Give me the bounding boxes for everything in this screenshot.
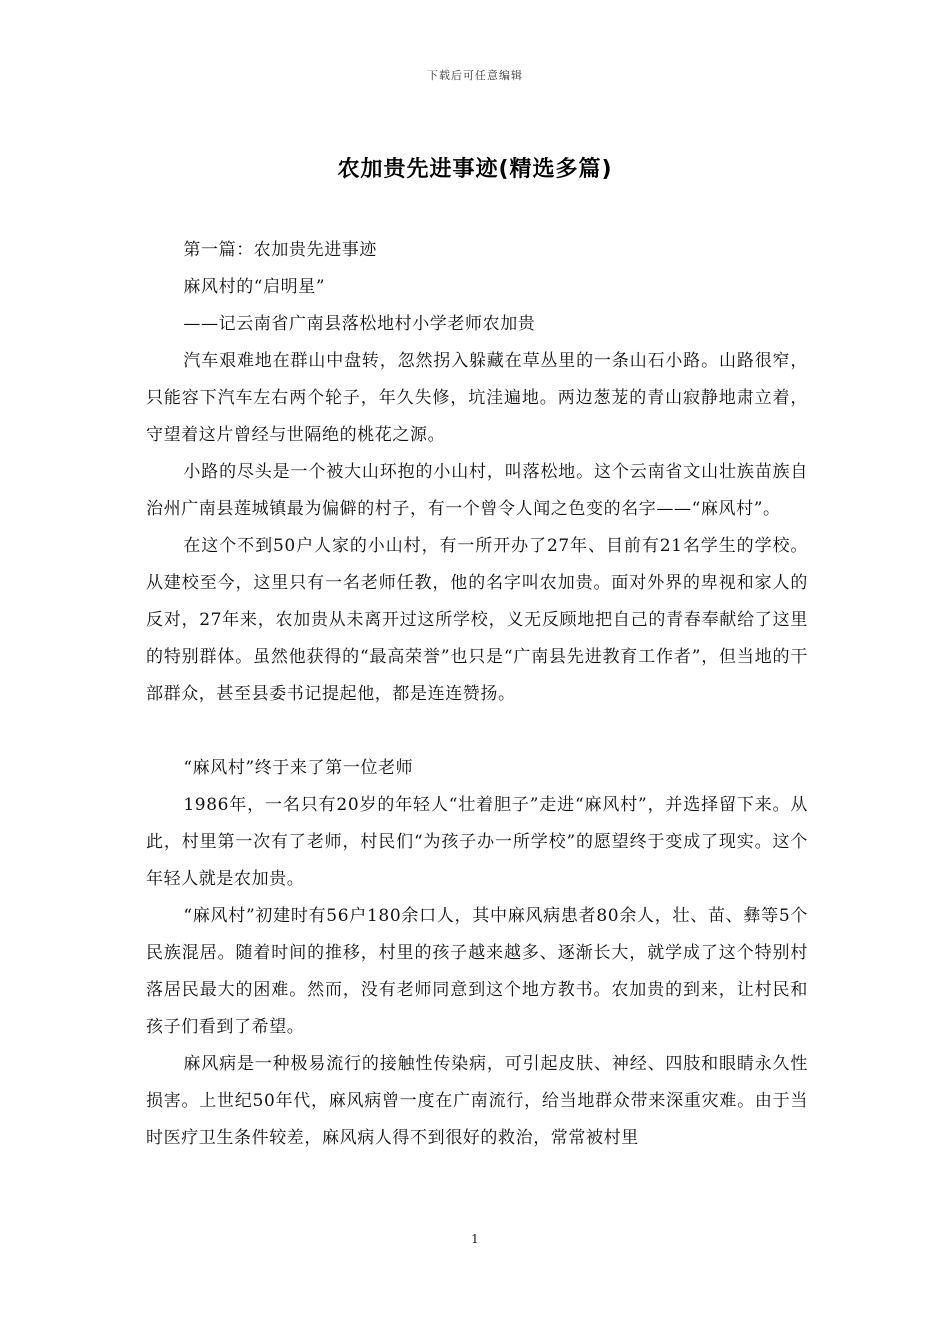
section-heading: 第一篇：农加贵先进事迹 bbox=[183, 240, 377, 260]
body-paragraph: 在这个不到50户人家的小山村，有一所开办了27年、目前有21名学生的学校。从建校至今，这里只有一名老师任教，他的名字叫农加贵。面对外界的卑视和家人的反对，27年来，农加贵从未离开过这所学校，义无反顾地把自己的青春奉献给了这里的特别群体。虽然他获得的“最高荣誉”也只是“广南县先进教育工作者”，但当地的干部群众，甚至县委书记提起他，都是连连赞扬。 bbox=[146, 536, 808, 704]
article-title: 麻风村的“启明星” bbox=[183, 277, 326, 297]
article-subtitle: ——记云南省广南县落松地村小学老师农加贵 bbox=[183, 314, 536, 334]
header-note: 下载后可任意编辑 bbox=[427, 69, 523, 82]
body-paragraph: 汽车艰难地在群山中盘转，忽然拐入躲藏在草丛里的一条山石小路。山路很窄，只能容下汽车左右两个轮子，年久失修，坑洼遍地。两边葱茏的青山寂静地肃立着，守望着这片曾经与世隔绝的桃花之源。 bbox=[146, 351, 808, 445]
document-body bbox=[146, 232, 808, 1157]
body-paragraph: “麻风村”初建时有56户180余口人，其中麻风病患者80余人，壮、苗、彝等5个民族混居。随着时间的推移，村里的孩子越来越多、逐渐长大，就学成了这个特别村落居民最大的困难。然而，没有老师同意到这个地方教书。农加贵的到来，让村民和孩子们看到了希望。 bbox=[146, 906, 808, 1037]
body-paragraph: 麻风病是一种极易流行的接触性传染病，可引起皮肤、神经、四肢和眼睛永久性损害。上世纪50年代，麻风病曾一度在广南流行，给当地群众带来深重灾难。由于当时医疗卫生条件较差，麻风病人得不到很好的救治，常常被村里 bbox=[146, 1054, 808, 1148]
page-number: 1 bbox=[471, 1232, 479, 1246]
body-paragraph: 小路的尽头是一个被大山环抱的小山村，叫落松地。这个云南省文山壮族苗族自治州广南县莲城镇最为偏僻的村子，有一个曾令人闻之色变的名字——“麻风村”。 bbox=[146, 462, 808, 519]
blank-line bbox=[146, 713, 808, 750]
document-title: 农加贵先进事迹(精选多篇) bbox=[337, 157, 613, 182]
body-paragraph: 1986年，一名只有20岁的年轻人“壮着胆子”走进“麻风村”，并选择留下来。从此，村里第一次有了老师，村民们“为孩子办一所学校”的愿望终于变成了现实。这个年轻人就是农加贵。 bbox=[146, 795, 808, 889]
subsection-heading: “麻风村”终于来了第一位老师 bbox=[183, 758, 414, 778]
